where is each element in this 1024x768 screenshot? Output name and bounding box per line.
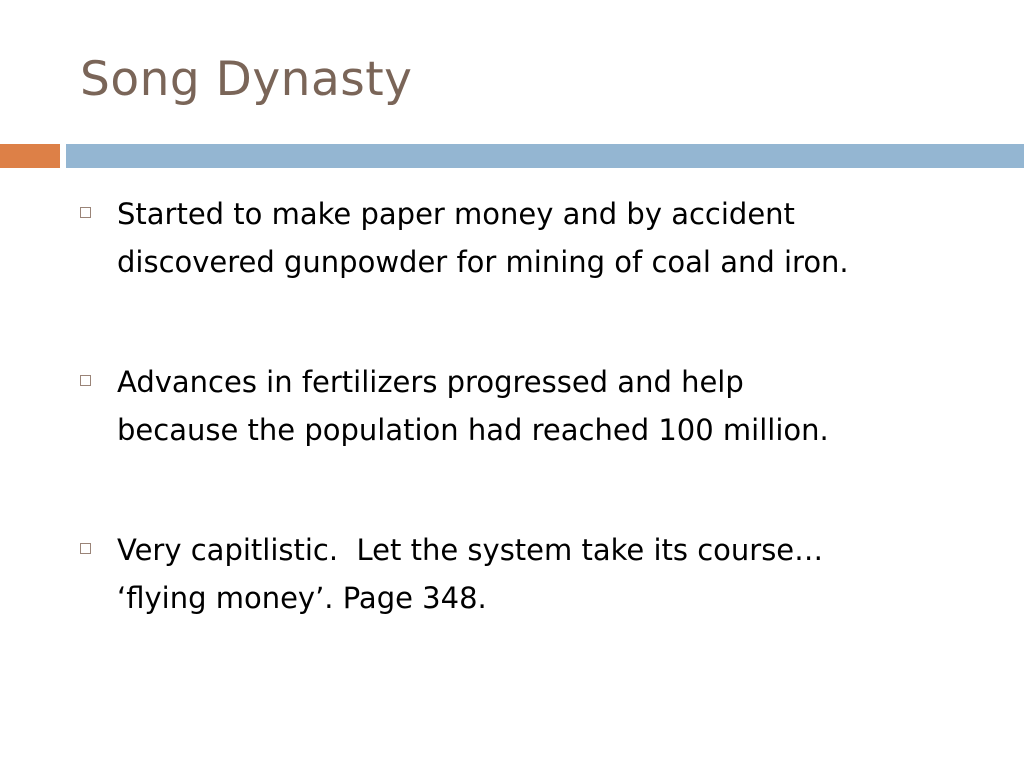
- bullet-text-line: Started to make paper money and by accident: [117, 197, 795, 231]
- bullet-text-line: ‘flying money’. Page 348.: [117, 581, 487, 615]
- bullet-list: [80, 190, 980, 694]
- hollow-square-icon: [80, 207, 91, 218]
- hollow-square-icon: [80, 375, 91, 386]
- bullet-text-line: discovered gunpowder for mining of coal and iron.: [117, 245, 849, 279]
- divider-accent-bar: [0, 144, 60, 168]
- hollow-square-icon: [80, 543, 91, 554]
- bullet-text-line: Advances in fertilizers progressed and help: [117, 365, 744, 399]
- bullet-text-line: Very capitlistic. Let the system take its course…: [117, 533, 824, 567]
- bullet-item: [80, 358, 980, 454]
- slide-title: Song Dynasty: [80, 52, 413, 107]
- bullet-item: [80, 526, 980, 622]
- bullet-item: [80, 190, 980, 286]
- divider-main-bar: [66, 144, 1024, 168]
- bullet-text-line: because the population had reached 100 million.: [117, 413, 829, 447]
- title-divider: [0, 144, 1024, 168]
